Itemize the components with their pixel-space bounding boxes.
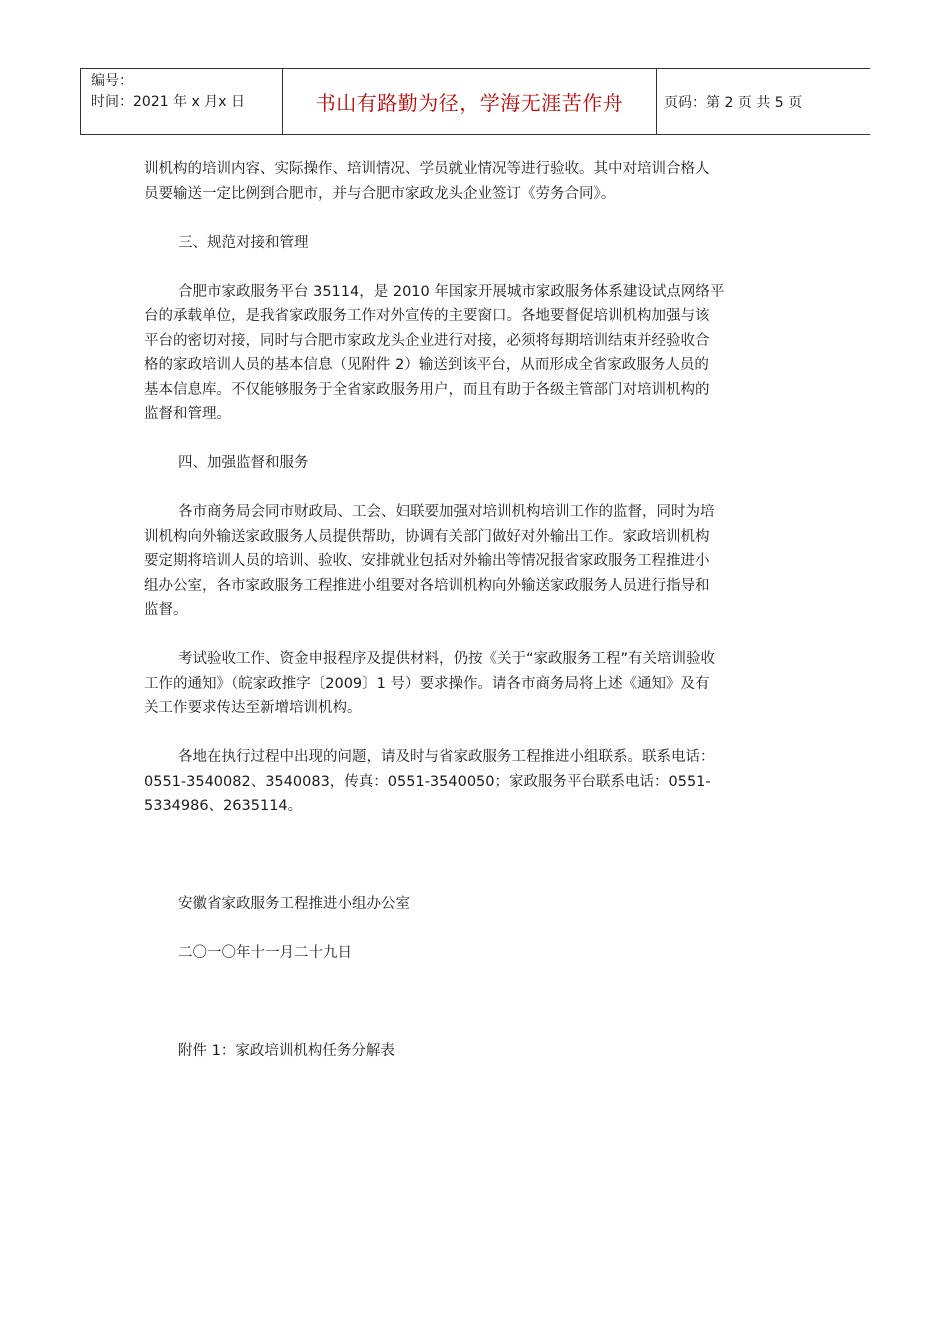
text-line: 平台的密切对接，同时与合肥市家政龙头企业进行对接，必须将每期培训结束并经验收合 [144,332,710,349]
text-line: 基本信息库。不仅能够服务于全省家政服务用户，而且有助于各级主管部门对培训机构的 [144,381,710,398]
text-line: 考试验收工作、资金申报程序及提供材料，仍按《关于“家政服务工程”有关培训验收 [178,651,716,667]
document-number: 编号： [91,73,133,89]
text-line: 5334986、2635114。 [144,798,303,814]
header-meta-cell [81,69,283,134]
text-line: 格的家政培训人员的基本信息（见附件 2）输送到该平台，从而形成全省家政服务人员的 [144,357,709,373]
document-body [144,157,806,1064]
signature-date: 二〇一〇年十一月二十九日 [178,945,352,961]
section-heading-3: 三、规范对接和管理 [178,234,309,251]
text-line: 0551-3540082、3540083，传真：0551-3540050；家政服务平台联系电话：0551- [144,773,711,790]
section-heading-4: 四、加强监督和服务 [178,455,309,471]
paragraph-contact [144,745,806,819]
text-line: 合肥市家政服务平台 35114，是 2010 年国家开展城市家政服务体系建设试点网络平 [178,283,725,300]
page-number: 页码：第 2 页 共 5 页 [664,94,803,111]
text-line: 要定期将培训人员的培训、验收、安排就业包括对外输出等情况报省家政服务工程推进小 [144,553,710,569]
text-line: 各市商务局会同市财政局、工会、妇联要加强对培训机构培训工作的监督，同时为培 [178,504,715,520]
text-line: 台的承载单位，是我省家政服务工作对外宣传的主要窗口。各地要督促培训机构加强与该 [144,308,710,324]
text-line: 关工作要求传达至新增培训机构。 [144,700,362,716]
paragraph-platform [144,280,806,427]
text-line: 组办公室，各市家政服务工程推进小组要对各培训机构向外输送家政服务人员进行指导和 [144,577,710,594]
text-line: 员要输送一定比例到合肥市，并与合肥市家政龙头企业签订《劳务合同》。 [144,185,616,202]
document-header [80,68,870,135]
attachment-note: 附件 1：家政培训机构任务分解表 [178,1043,395,1059]
signature-office: 安徽省家政服务工程推进小组办公室 [178,896,410,912]
header-motto-cell [283,69,657,134]
text-line: 各地在执行过程中出现的问题，请及时与省家政服务工程推进小组联系。联系电话： [178,749,715,765]
paragraph-supervision [144,500,806,623]
header-page-cell [657,69,870,134]
text-line: 监督和管理。 [144,406,231,422]
paragraph-exam-procedure [144,647,806,721]
motto-text: 书山有路勤为径，学海无涯苦作舟 [315,91,624,115]
document-time: 时间：2021 年 x 月x 日 [91,94,245,110]
text-line: 工作的通知》（皖家政推字〔2009〕1 号）要求操作。请各市商务局将上述《通知》及有 [144,675,710,692]
text-line: 监督。 [144,602,188,618]
text-line: 训机构的培训内容、实际操作、培训情况、学员就业情况等进行验收。其中对培训合格人 [144,161,710,177]
text-line: 训机构向外输送家政服务人员提供帮助，协调有关部门做好对外输出工作。家政培训机构 [144,528,710,545]
paragraph-training-acceptance [144,157,806,206]
